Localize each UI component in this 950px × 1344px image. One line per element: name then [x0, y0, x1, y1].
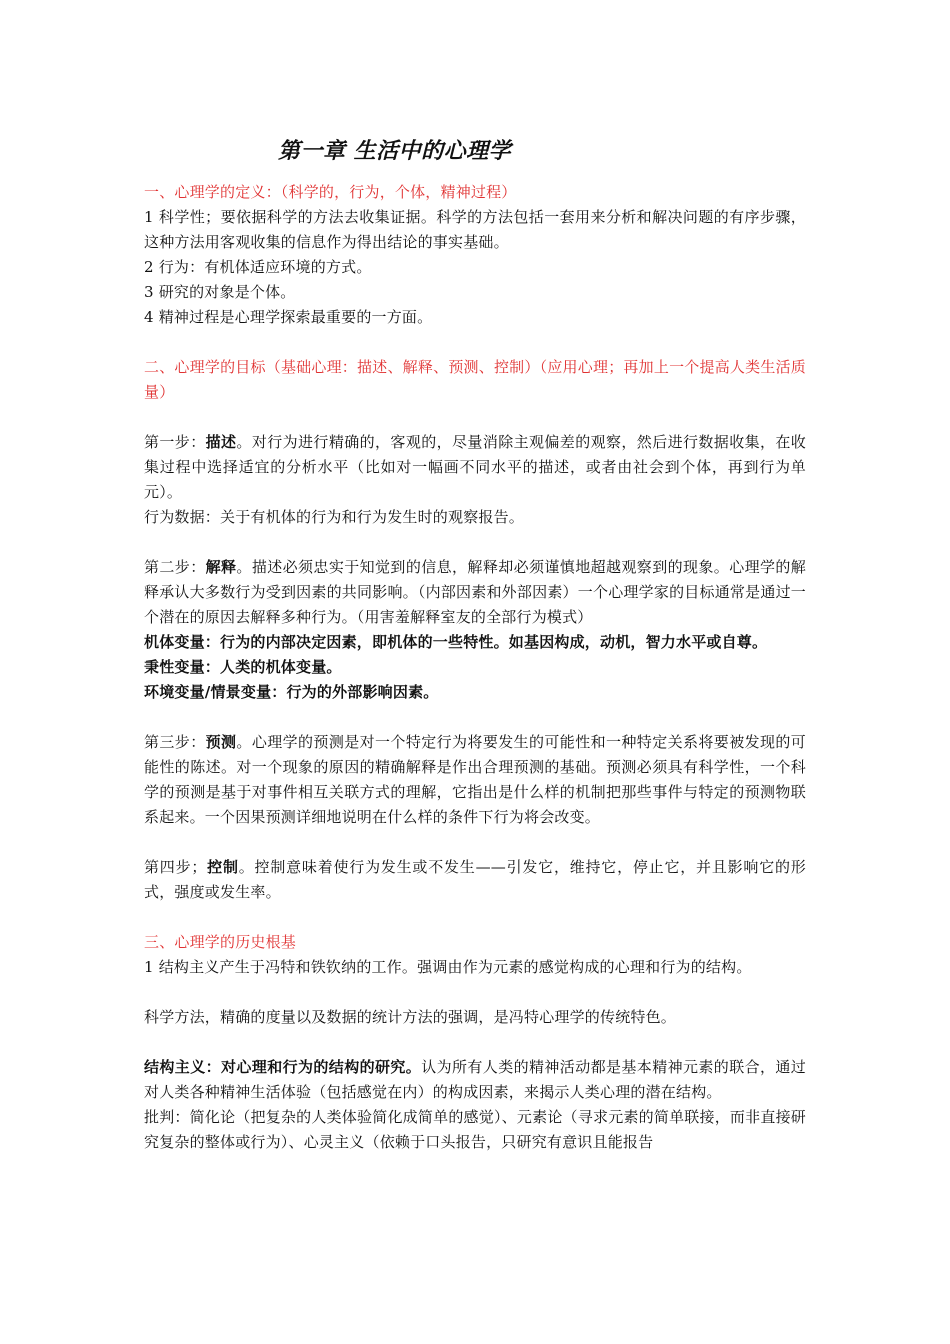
spacer [144, 530, 806, 555]
step-keyword: 描述 [205, 433, 237, 451]
chapter-title: 第一章 生活中的心理学 [278, 138, 512, 164]
section-heading: 一、心理学的定义：（科学的，行为，个体，精神过程） [144, 183, 517, 201]
paragraph: 3 研究的对象是个体。 [144, 283, 296, 301]
spacer [144, 330, 806, 355]
spacer [144, 1030, 806, 1055]
paragraph: 1 结构主义产生于冯特和铁钦纳的工作。强调由作为元素的感觉构成的心理和行为的结构。 [144, 958, 752, 976]
section-heading: 二、心理学的目标（基础心理：描述、解释、预测、控制）（应用心理；再加上一个提高人类生活质量） [144, 358, 806, 401]
step-prefix: 第四步； [144, 858, 207, 876]
paragraph: 1 科学性；要依据科学的方法去收集证据。科学的方法包括一套用来分析和解决问题的有序步骤，这种方法用客观收集的信息作为得出结论的事实基础。 [144, 208, 806, 251]
step-keyword: 解释 [205, 558, 237, 576]
step-prefix: 第三步： [144, 733, 206, 751]
bold-definition: 机体变量：行为的内部决定因素，即机体的一些特性。如基因构成，动机，智力水平或自尊。 [144, 633, 768, 651]
document-page [144, 134, 806, 1155]
paragraph: 2 行为：有机体适应环境的方式。 [144, 258, 372, 276]
spacer [144, 905, 806, 930]
paragraph: 科学方法，精确的度量以及数据的统计方法的强调，是冯特心理学的传统特色。 [144, 1008, 677, 1026]
step-paragraph [144, 855, 806, 905]
step-paragraph [144, 730, 806, 830]
spacer [144, 980, 806, 1005]
section-heading: 三、心理学的历史根基 [144, 933, 297, 951]
structuralism-text: 认为所有人类的精神活动都是基本精神元素的联合，通过对人类各种精神生活体验（包括感觉在内）的构成因素，来揭示人类心理的潜在结构。 [144, 1058, 806, 1101]
step-paragraph [144, 555, 806, 630]
spacer [144, 830, 806, 855]
step-text: 。控制意味着使行为发生或不发生——引发它，维持它，停止它，并且影响它的形式，强度或发生率。 [144, 858, 806, 901]
step-keyword: 预测 [205, 733, 237, 751]
paragraph: 行为数据：关于有机体的行为和行为发生时的观察报告。 [144, 508, 525, 526]
bold-definition: 环境变量/情景变量：行为的外部影响因素。 [144, 683, 439, 701]
step-text: 。对行为进行精确的，客观的，尽量消除主观偏差的观察，然后进行数据收集，在收集过程中选择适宜的分析水平（比如对一幅画不同水平的描述，或者由社会到个体，再到行为单元）。 [144, 433, 807, 501]
step-paragraph [144, 430, 806, 505]
criticism-paragraph: 批判：简化论（把复杂的人类体验简化成简单的感觉）、元素论（寻求元素的简单联接，而非直接研究复杂的整体或行为）、心灵主义（依赖于口头报告，只研究有意识且能报告 [144, 1108, 806, 1151]
structuralism-definition: 结构主义：对心理和行为的结构的研究。 [144, 1058, 422, 1076]
step-prefix: 第二步： [144, 558, 206, 576]
step-text: 。描述必须忠实于知觉到的信息，解释却必须谨慎地超越观察到的现象。心理学的解释承认大多数行为受到因素的共同影响。（内部因素和外部因素）一个心理学家的目标通常是通过一个潜在的原因去解释多种行为。（用害羞解释室友的全部行为模式） [144, 558, 807, 626]
spacer [144, 405, 806, 430]
structuralism-paragraph [144, 1055, 806, 1105]
spacer [144, 705, 806, 730]
step-keyword: 控制 [206, 858, 239, 876]
step-text: 。心理学的预测是对一个特定行为将要发生的可能性和一种特定关系将要被发现的可能性的陈述。对一个现象的原因的精确解释是作出合理预测的基础。预测必须具有科学性，一个科学的预测是基于对事件相互关联方式的理解，它指出是什么样的机制把那些事件与特定的预测物联系起来。一个因果预测详细地说明在什么样的条件下行为将会改变。 [144, 733, 807, 826]
paragraph: 4 精神过程是心理学探索最重要的一方面。 [144, 308, 433, 326]
bold-definition: 秉性变量：人类的机体变量。 [144, 658, 342, 676]
step-prefix: 第一步： [144, 433, 206, 451]
